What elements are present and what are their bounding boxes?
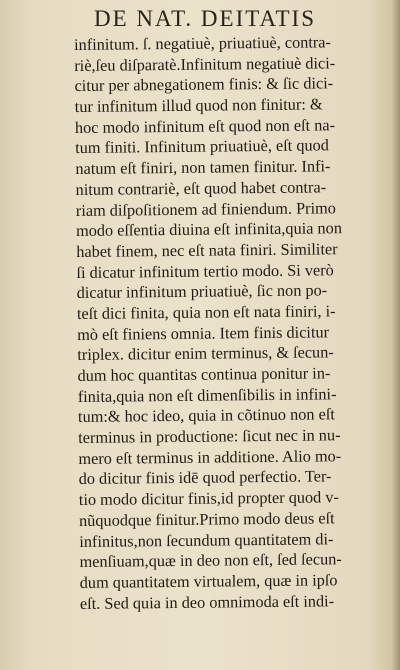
text-line: menſiuam,quæ in deo non eſt, ſed ſecun- [79, 549, 342, 572]
text-line: tum finiti. Infinitum priuatiuè, eſt quod [75, 135, 329, 158]
text-line: finita,quia non eſt dimenſibilis in infini- [77, 383, 337, 406]
text-line: ſi dicatur infinitum tertio modo. Si verò [76, 259, 334, 282]
page-gutter-shadow [392, 0, 400, 670]
text-line: infinitum. ſ. negatiuè, priuatiuè, contra- [74, 32, 331, 54]
text-line: nitum contrariè, eſt quod habet contra- [75, 177, 327, 199]
text-line: tum:& hoc ideo, quia in cõtinuo non eſt [77, 404, 335, 427]
text-line: dum quantitatem virtualem, quæ in ipſo [79, 570, 338, 592]
text-line: natum eſt finiri, non tamen finitur. Infi- [75, 156, 331, 179]
text-line: mero eſt terminus in additione. Alio mo- [78, 445, 342, 468]
text-line: habet finem, nec eſt nata finiri. Similiter [76, 239, 338, 261]
text-line: modo eſſentia diuina eſt infinita,quia non [75, 218, 343, 241]
text-line: dicatur infinitum priuatiuè, ſic non po- [76, 280, 328, 303]
text-line: eſt. Sed quia in deo omnimoda eſt indi- [79, 590, 335, 613]
text-line: riè,ſeu diſparatè.Infinitum negatiuè dici- [74, 52, 336, 75]
text-line: do dicitur finis idē quod perfectio. Ter- [78, 466, 332, 489]
text-line: tur infinitum illud quod non finitur: & [74, 94, 323, 117]
running-header: DE NAT. DEITATIS [94, 6, 317, 31]
text-line: citur per abnegationem finis: & ſic dici- [74, 73, 334, 96]
text-line: riam diſpoſitionem ad finiendum. Primo [75, 197, 336, 220]
text-line: dum hoc quantitas continua ponitur in- [77, 363, 331, 385]
text-line: tio modo dicitur finis,id propter quod v- [78, 487, 339, 510]
text-line: teſt dici finita, quia non eſt nata finiri, i- [76, 301, 336, 323]
text-line: triplex. dicitur enim terminus, & ſecun- [77, 342, 334, 365]
text-line: mò eſt finiens omnia. Item finis dicitur [77, 321, 330, 344]
text-line: nũquodque finitur.Primo modo deus eſt [78, 508, 335, 530]
text-line: terminus in productione: ſicut nec in nu- [78, 425, 341, 448]
text-line: infinitus,non ſecundum quantitatem di- [79, 528, 334, 551]
body-text [74, 32, 384, 614]
text-line: hoc modo infinitum eſt quod non eſt na- [74, 115, 336, 137]
